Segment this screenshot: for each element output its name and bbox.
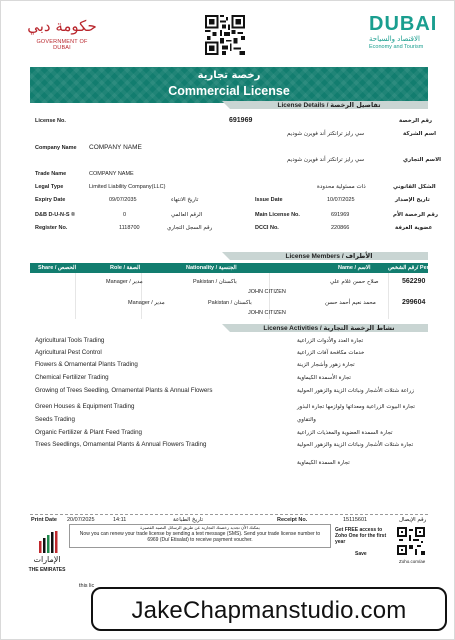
issue-date-value: 10/07/2025 xyxy=(327,197,355,203)
activity-item-en: Organic Fertilizer & Plant Feed Trading xyxy=(35,429,142,436)
activity-item-ar: تجارة السمدة الكيماوية xyxy=(297,460,350,466)
license-no-label: License No. xyxy=(35,118,66,124)
col-name-header: Name / الاسم xyxy=(338,265,371,271)
expiry-date-value: 09/07/2035 xyxy=(109,197,137,203)
activity-item-ar: خدمات مكافحة آفات الزراعية xyxy=(297,350,365,356)
zoho-save-label: Save xyxy=(355,551,367,557)
sms-notice-ar: يمكنك الآن تجديد رخصتك التجارية عن طريق الرسائل النصية القصيرة xyxy=(140,525,260,530)
zoho-qr-code-icon xyxy=(397,527,425,555)
dcci-no-value: 220866 xyxy=(331,225,350,231)
title-banner xyxy=(30,67,428,103)
col-person-no-header: رقم الشخص/ Person No. xyxy=(388,265,449,271)
trade-name-label-ar: الاسم التجاري xyxy=(403,157,442,163)
zoho-url: Zoho.com/ae xyxy=(399,559,426,564)
member-nationality: Pakistan / باكستان xyxy=(193,279,237,285)
col-share-header: Share / الحصص xyxy=(38,265,77,271)
activity-item-ar: تجارة العدد والأدوات الزراعية xyxy=(297,338,364,344)
duns-label: D&B D-U-N-S ® xyxy=(35,212,76,218)
member-row xyxy=(30,298,428,318)
activity-item-en: Flowers & Ornamental Plants Trading xyxy=(35,361,138,368)
trade-name-label: Trade Name xyxy=(35,171,67,177)
col-role-header: Role / الصفة xyxy=(110,265,141,271)
sms-renewal-notice xyxy=(69,524,331,548)
license-no-label-ar: رقم الرخصة xyxy=(399,118,433,124)
receipt-no-value: 15115601 xyxy=(343,517,368,523)
trade-name-value-ar: سي رايز ترانكتر أند فويرن شوديم xyxy=(287,157,365,163)
member-name-ar: صلاح حسن غلام علي xyxy=(330,279,379,285)
license-activities-section-bar xyxy=(230,324,428,332)
website-watermark xyxy=(91,587,447,631)
member-name-en: JOHN CITIZEN xyxy=(248,310,286,316)
banner-title-arabic: رخصة تجارية xyxy=(197,70,261,81)
government-of-dubai-logo xyxy=(27,15,97,55)
register-no-value: 1118700 xyxy=(119,225,140,231)
member-name-ar: محمد نعيم أحمد حسن xyxy=(325,300,376,306)
license-details-section-bar xyxy=(230,101,428,109)
license-no-value: 691969 xyxy=(229,117,253,124)
print-date-label: Print Date xyxy=(31,517,57,523)
emirates-logo-ar: الإمارات xyxy=(33,555,61,564)
legal-type-label: Legal Type xyxy=(35,184,64,190)
license-activities-heading: License Activities / نشاط الرخصة التجارية xyxy=(263,324,395,332)
activity-item-en: Trees Seedlings, Ornamental Plants & Annual Flowers Trading xyxy=(35,441,207,448)
activity-item-en: Green Houses & Equipment Trading xyxy=(35,403,135,410)
zoho-promo xyxy=(335,527,429,572)
dubai-logo-arabic: الاقتصاد والسياحة xyxy=(369,35,420,43)
company-name-value: COMPANY NAME xyxy=(89,144,142,151)
member-name-en: JOHN CITIZEN xyxy=(248,289,286,295)
activity-item-en: Agricultural Tools Trading xyxy=(35,337,105,344)
legal-type-value-ar: ذات مسئولية محدودة xyxy=(317,184,366,190)
company-name-label-ar: اسم الشركة xyxy=(403,131,437,137)
dubai-economy-tourism-logo xyxy=(369,13,438,55)
main-license-label: Main License No. xyxy=(255,212,300,218)
license-members-section-bar xyxy=(230,252,428,260)
member-person-no: 299604 xyxy=(402,299,426,306)
register-no-label-ar: رقم السجل التجاري xyxy=(167,225,213,231)
footer-note-fragment: this lic xyxy=(79,583,95,589)
dubai-logo-wordmark: DUBAI xyxy=(369,13,438,35)
member-role: Manager / مدير xyxy=(106,279,143,285)
dcci-no-label-ar: عضوية الغرفة xyxy=(395,225,433,231)
activity-item-ar: تجارة السمدة العضوية والمغذيات الزراعية xyxy=(297,430,393,436)
qr-code-icon xyxy=(205,15,245,55)
license-details-heading: License Details / تفاصيل الرخصة xyxy=(277,101,381,109)
the-emirates-logo xyxy=(25,531,69,577)
legal-type-value: Limited Liability Company(LLC) xyxy=(89,184,166,190)
receipt-no-label-ar: رقم الإيصال xyxy=(399,517,427,523)
company-name-label: Company Name xyxy=(35,145,77,151)
company-name-value-ar: سي رايز ترانكتر أند فويرن شوديم xyxy=(287,131,365,137)
activity-item-en: Growing of Trees Seedling, Ornamental Plants & Annual Flowers xyxy=(35,387,213,394)
expiry-date-label: Expiry Date xyxy=(35,197,66,203)
member-nationality: Pakistan / باكستان xyxy=(208,300,252,306)
website-watermark-text: JakeChapmanstudio.com xyxy=(131,597,407,624)
legal-type-label-ar: الشكل القانوني xyxy=(393,184,436,190)
issue-date-label: Issue Date xyxy=(255,197,283,203)
members-table-header xyxy=(30,263,449,273)
member-row xyxy=(30,277,428,297)
print-date-value: 20/07/2025 xyxy=(67,517,95,523)
col-nationality-header: Nationality / الجنسية xyxy=(186,265,237,271)
print-date-label-ar: تاريخ الطباعة xyxy=(173,517,203,523)
gov-logo-arabic: حكومة دبي xyxy=(27,17,97,35)
register-no-label: Register No. xyxy=(35,225,68,231)
activity-item-ar: والتقاوي xyxy=(297,417,316,423)
issue-date-label-ar: تاريخ الإصدار xyxy=(395,197,430,203)
activity-item-en: Seeds Trading xyxy=(35,416,75,423)
member-person-no: 562290 xyxy=(402,278,426,285)
activity-item-ar: تجارة زهور وأشجار الزينة xyxy=(297,362,355,368)
license-members-heading: License Members / الأطراف xyxy=(285,252,373,260)
banner-title-english: Commercial License xyxy=(168,84,290,98)
activity-item-en: Agricultural Pest Control xyxy=(35,349,102,356)
gov-logo-english: GOVERNMENT OF DUBAI xyxy=(36,39,88,51)
duns-label-ar: الرقم العالمي xyxy=(171,212,203,218)
emirates-logo-en: THE EMIRATES xyxy=(28,567,66,573)
zoho-promo-text: Get FREE access to Zoho One for the first year xyxy=(335,527,387,545)
main-license-label-ar: رقم الرخصة الأم xyxy=(393,212,439,218)
expiry-date-label-ar: تاريخ الانتهاء xyxy=(171,197,199,203)
activity-item-ar: زراعة شتلات الأشجار ونباتات الزينة والزهور الحولية xyxy=(297,388,414,394)
print-time-value: 14:11 xyxy=(113,517,127,523)
member-role: Manager / مدير xyxy=(128,300,165,306)
activity-item-ar: تجارة الأسمدة الكيماوية xyxy=(297,375,351,381)
emirates-flag-mark-icon xyxy=(39,531,59,553)
sms-notice-en: Now you can renew your trade license by sending a text message (SMS). Send your trade license number to 6969 (Du/ Etisalat) to receive payment voucher. xyxy=(79,531,321,543)
activity-item-ar: تجارة البيوت الزراعية ومعداتها ولوازمها تجارة البذور xyxy=(297,404,415,410)
dcci-no-label: DCCI No. xyxy=(255,225,279,231)
activity-item-ar: تجارة شتلات الأشجار ونباتات الزينة والزهور الحولية xyxy=(297,442,414,448)
receipt-no-label: Receipt No. xyxy=(277,517,308,523)
dubai-logo-english: Economy and Tourism xyxy=(369,44,424,50)
duns-value: 0 xyxy=(123,212,127,218)
main-license-value: 691969 xyxy=(331,212,350,218)
activity-item-en: Chemical Fertilizer Trading xyxy=(35,374,109,381)
trade-name-value: COMPANY NAME xyxy=(89,171,134,177)
